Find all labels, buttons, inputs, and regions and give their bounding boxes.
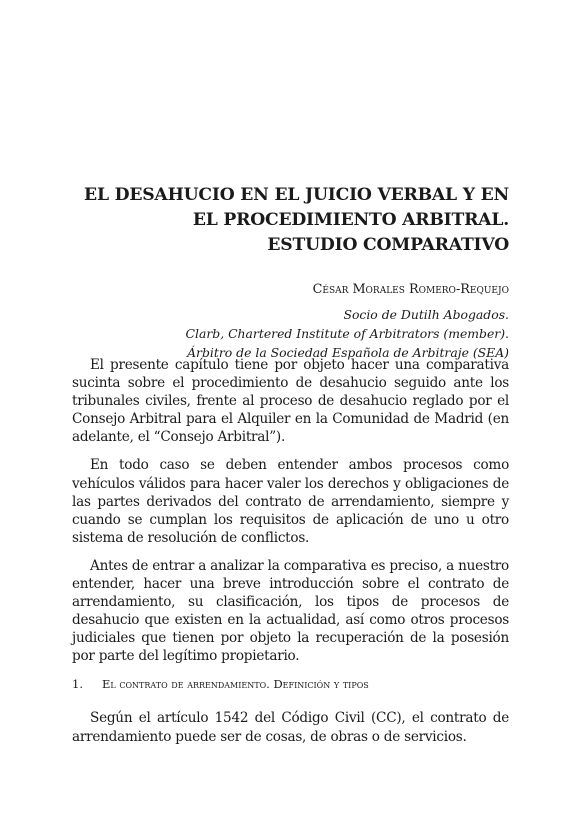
paragraph: En todo caso se deben entender ambos procesos como vehículos válidos para hacer valer los derechos y obligaciones de las partes derivados del contrato de arrendamiento, siempre y cuando se cumplan los requisitos de aplicación de uno u otro sistema de resolución de conflictos. bbox=[72, 457, 509, 546]
section-number: 1. bbox=[72, 677, 83, 691]
title-line-1: EL DESAHUCIO EN EL JUICIO VERBAL Y EN bbox=[84, 185, 509, 205]
title-line-3: ESTUDIO COMPARATIVO bbox=[267, 235, 509, 255]
paragraph: Antes de entrar a analizar la comparativa es preciso, a nuestro entender, hacer una breve introducción sobre el contrato de arrendamiento, su clasificación, los tipos de procesos de desahucio que existen en la actualidad, así como otros procesos judiciales que tienen por objeto la recuperación de la posesión por parte del legítimo propietario. bbox=[72, 557, 509, 665]
affiliation-line-3: Árbitro de la Sociedad Española de Arbitraje (SEA) bbox=[187, 345, 509, 360]
affiliation-line-2: Clarb, Chartered Institute of Arbitrators (member). bbox=[185, 326, 509, 341]
author-affiliation bbox=[89, 305, 509, 362]
author-name: César Morales Romero-Requejo bbox=[312, 282, 509, 297]
section-text bbox=[72, 709, 509, 746]
chapter-title bbox=[69, 183, 509, 258]
paragraph: Según el artículo 1542 del Código Civil (CC), el contrato de arrendamiento puede ser de cosas, de obras o de servicios. bbox=[72, 710, 509, 745]
paragraph: El presente capítulo tiene por objeto hacer una comparativa sucinta sobre el procedimiento de desahucio seguido ante los tribunales civiles, frente al proceso de desahucio reglado por el Consejo Arbitral para el Alquiler en la Comunidad de Madrid (en adelante, el “Consejo Arbitral”). bbox=[72, 357, 509, 446]
intro-text bbox=[72, 356, 509, 676]
section-heading bbox=[72, 677, 512, 691]
section-title: El contrato de arrendamiento. Definición y tipos bbox=[102, 677, 369, 691]
affiliation-line-1: Socio de Dutilh Abogados. bbox=[343, 307, 509, 322]
title-line-2: EL PROCEDIMIENTO ARBITRAL. bbox=[192, 210, 509, 230]
